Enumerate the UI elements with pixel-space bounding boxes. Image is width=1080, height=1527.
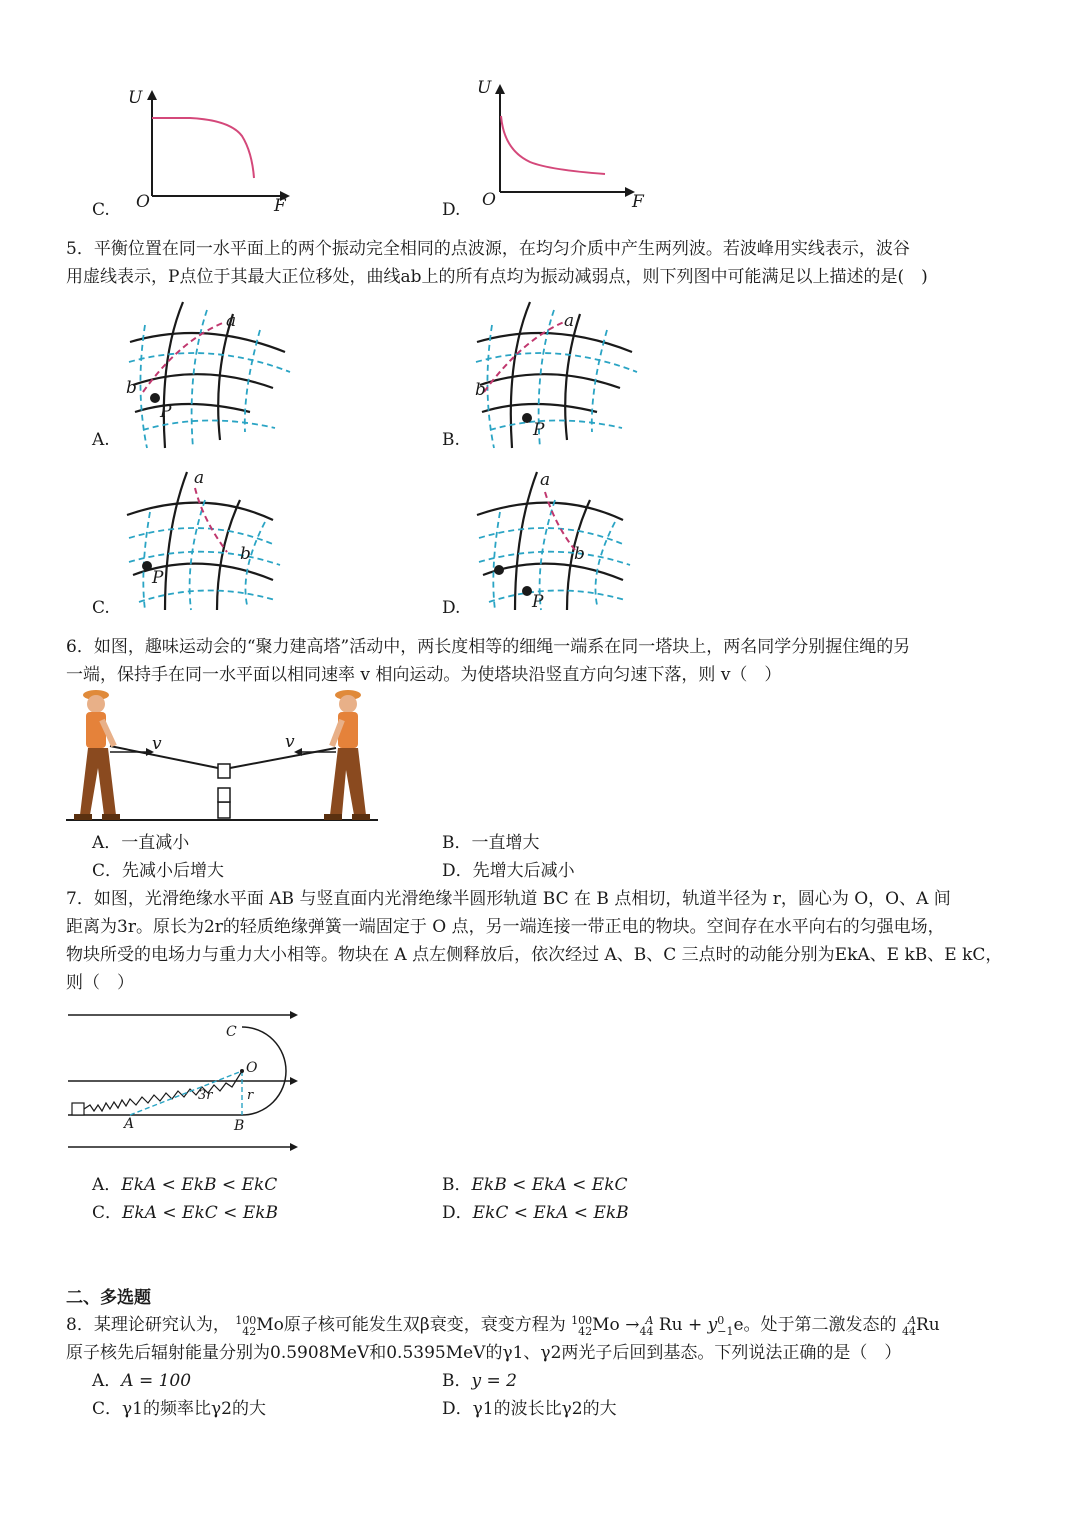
q7-line3: 物块所受的电场力与重力大小相等。物块在 A 点左侧释放后，依次经过 A、B、C 三点时的动能分别为EkA、E kB、E kC，	[66, 945, 1003, 965]
q8-answer-b[interactable]: B．y = 2	[442, 1371, 517, 1391]
tower-game-figure	[66, 690, 386, 825]
point-b-label: b	[475, 380, 486, 400]
point-b-label: b	[240, 544, 251, 564]
wave-diagram-b	[472, 300, 642, 450]
radius-r-label: r	[247, 1088, 254, 1103]
point-a-label: a	[194, 468, 205, 488]
point-p-label: P	[533, 420, 545, 440]
point-a-label: a	[564, 311, 575, 331]
q6-answer-d[interactable]: D．先增大后减小	[442, 861, 575, 881]
q7-answer-c[interactable]: C．EkA < EkC < EkB	[92, 1203, 279, 1223]
option-letter: B.	[442, 430, 460, 450]
q8-answer-d[interactable]: D．γ1的波长比γ2的大	[442, 1399, 617, 1419]
option-letter: C.	[92, 200, 110, 220]
option-letter: D.	[442, 598, 461, 618]
point-a-label: A	[124, 1116, 135, 1132]
q6-line1: 6．如图，趣味运动会的“聚力建高塔”活动中，两长度相等的细绳一端系在同一塔块上，两名同学分别握住绳的另	[66, 637, 911, 657]
origin-label: O	[136, 192, 150, 212]
velocity-label-right: v	[285, 732, 295, 752]
q6-answer-b[interactable]: B．一直增大	[442, 833, 540, 853]
point-c-label: C	[226, 1024, 237, 1040]
q8-line1: 8．某理论研究认为， 100 42Mo原子核可能发生双β衰变，衰变方程为 100 42Mo → A 44 Ru + y0 −1e。处于第二激发态的 A 44Ru	[66, 1313, 940, 1338]
point-p-label: P	[152, 568, 164, 588]
q7-answer-d[interactable]: D．EkC < EkA < EkB	[442, 1203, 629, 1223]
wave-diagram-d	[475, 470, 645, 620]
q7-answer-a[interactable]: A．EkA < EkB < EkC	[92, 1175, 278, 1195]
q6-line2: 一端，保持手在同一水平面以相同速率 v 相向运动。为使塔块沿竖直方向匀速下落，则 v（ ）	[66, 665, 782, 685]
right-person	[324, 690, 370, 820]
q5-line2: 用虚线表示，P点位于其最大正位移处，曲线ab上的所有点均为振动减弱点，则下列图中可能满足以上描述的是( )	[66, 267, 928, 287]
section-title: 二、多选题	[66, 1288, 151, 1308]
q8-answer-a[interactable]: A．A = 100	[92, 1371, 192, 1391]
left-person	[74, 690, 120, 820]
track-figure	[66, 1005, 306, 1155]
distance-3r-label: 3r	[198, 1088, 213, 1103]
option-letter: C.	[92, 598, 110, 618]
graph-d	[470, 82, 650, 212]
q8-line2: 原子核先后辐射能量分别为0.5908MeV和0.5395MeV的γ1、γ2两光子后回到基态。下列说法正确的是（ ）	[66, 1343, 902, 1363]
axis-label-f: F	[632, 192, 644, 212]
graph-c-curve	[152, 118, 254, 178]
q6-answer-c[interactable]: C．先减小后增大	[92, 861, 225, 881]
axis-label-f: F	[274, 196, 286, 216]
point-p-label: P	[160, 402, 172, 422]
graph-d-curve	[501, 116, 605, 174]
option-letter: A.	[92, 430, 110, 450]
point-a-label: a	[226, 311, 237, 331]
velocity-label-left: v	[152, 734, 162, 754]
point-p-label: P	[532, 592, 544, 612]
point-o-label: O	[246, 1060, 258, 1076]
point-b-label: b	[126, 378, 137, 398]
axis-label-u: U	[128, 88, 143, 108]
point-b-label: B	[234, 1118, 245, 1134]
q5-line1: 5．平衡位置在同一水平面上的两个振动完全相同的点波源，在均匀介质中产生两列波。若波峰用实线表示，波谷	[66, 239, 910, 259]
q7-line1: 7．如图，光滑绝缘水平面 AB 与竖直面内光滑绝缘半圆形轨道 BC 在 B 点相切，轨道半径为 r，圆心为 O，O、A 间	[66, 889, 951, 909]
wave-diagram-a	[125, 300, 295, 450]
point-b-label: b	[574, 544, 585, 564]
q7-line4: 则（ ）	[66, 973, 134, 993]
origin-label: O	[482, 190, 496, 210]
q6-answer-a[interactable]: A．一直减小	[92, 833, 190, 853]
q7-line2: 距离为3r。原长为2r的轻质绝缘弹簧一端固定于 O 点，另一端连接一带正电的物块。空间存在水平向右的匀强电场，	[66, 917, 945, 937]
wave-diagram-c	[125, 470, 295, 620]
q8-answer-c[interactable]: C．γ1的频率比γ2的大	[92, 1399, 266, 1419]
point-a-label: a	[540, 470, 551, 490]
q7-answer-b[interactable]: B．EkB < EkA < EkC	[442, 1175, 628, 1195]
option-letter: D.	[442, 200, 461, 220]
axis-label-u: U	[477, 78, 492, 98]
